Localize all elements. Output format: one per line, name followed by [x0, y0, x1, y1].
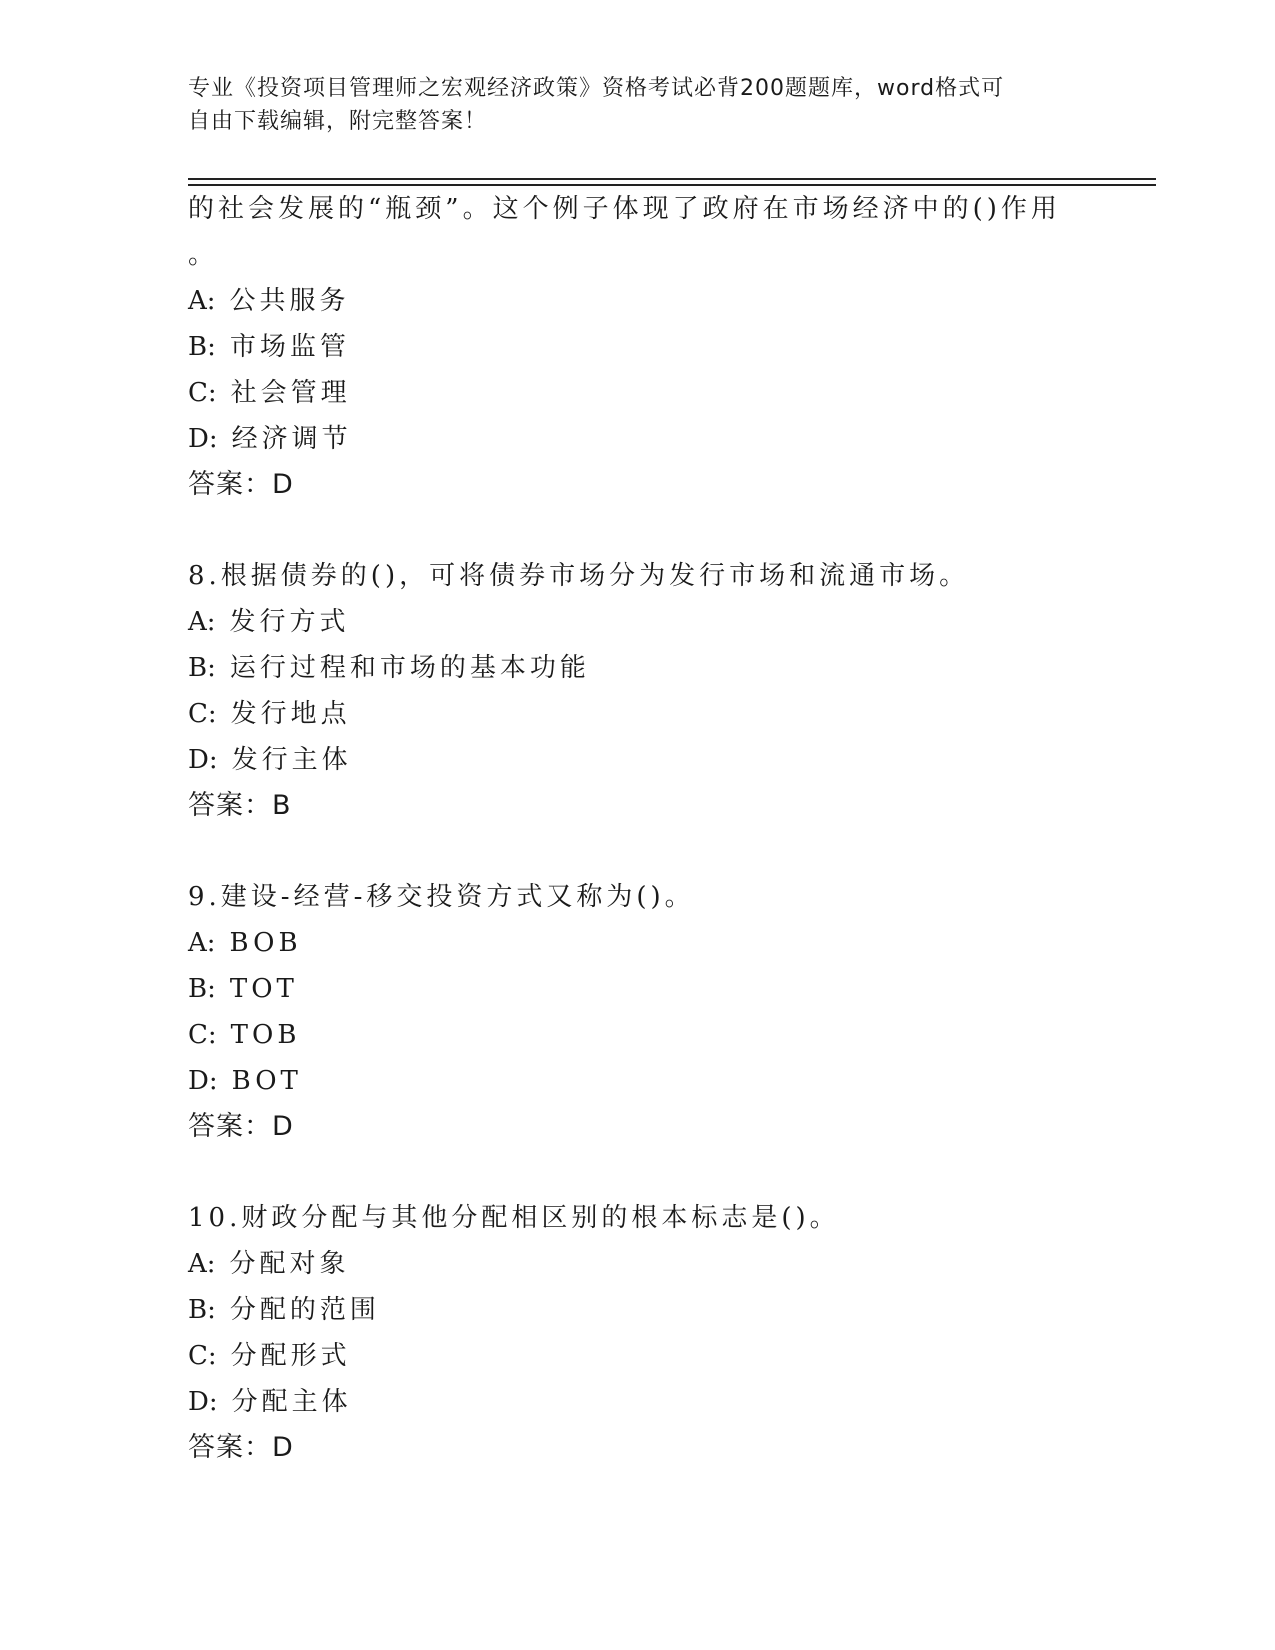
question-7-option-c: C: 社会管理 — [188, 378, 351, 408]
question-10-option-b: B: 分配的范围 — [188, 1295, 380, 1325]
question-8-option-d: D: 发行主体 — [188, 745, 352, 775]
question-10-text: 10.财政分配与其他分配相区别的根本标志是()。 — [188, 1203, 840, 1233]
question-9-text: 9.建设-经营-移交投资方式又称为()。 — [188, 882, 695, 912]
question-7-option-a: A: 公共服务 — [188, 286, 350, 316]
question-7-option-b: B: 市场监管 — [188, 332, 350, 362]
question-8-option-b: B: 运行过程和市场的基本功能 — [188, 653, 590, 683]
question-9-option-c: C: TOB — [188, 1020, 301, 1050]
question-10-option-c: C: 分配形式 — [188, 1341, 351, 1371]
question-8-text: 8.根据债券的()，可将债券市场分为发行市场和流通市场。 — [188, 561, 970, 591]
question-9-option-d: D: BOT — [188, 1066, 302, 1096]
question-list — [188, 186, 1088, 1471]
question-9-option-a: A: BOB — [188, 928, 302, 958]
question-8-option-c: C: 发行地点 — [188, 699, 351, 729]
question-10-option-d: D: 分配主体 — [188, 1387, 352, 1417]
question-8 — [188, 553, 1088, 829]
question-8-answer: 答案：B — [188, 790, 292, 821]
question-7-text-line-2: 。 — [188, 240, 219, 270]
header-line-1: 专业《投资项目管理师之宏观经济政策》资格考试必背200题题库，word格式可 — [188, 76, 1005, 101]
document-header — [188, 72, 1068, 138]
header-divider-top — [188, 178, 1156, 180]
question-7-text-line-1: 的社会发展的“瓶颈”。这个例子体现了政府在市场经济中的()作用 — [188, 194, 1061, 224]
question-9 — [188, 874, 1088, 1150]
question-7-option-d: D: 经济调节 — [188, 424, 352, 454]
question-9-option-b: B: TOT — [188, 974, 298, 1004]
question-7 — [188, 186, 1088, 508]
question-10 — [188, 1195, 1088, 1471]
question-8-option-a: A: 发行方式 — [188, 607, 350, 637]
question-10-option-a: A: 分配对象 — [188, 1249, 350, 1279]
header-line-2: 自由下载编辑，附完整答案！ — [188, 109, 488, 134]
question-10-answer: 答案：D — [188, 1432, 294, 1463]
question-9-answer: 答案：D — [188, 1111, 294, 1142]
question-7-answer: 答案：D — [188, 469, 294, 500]
